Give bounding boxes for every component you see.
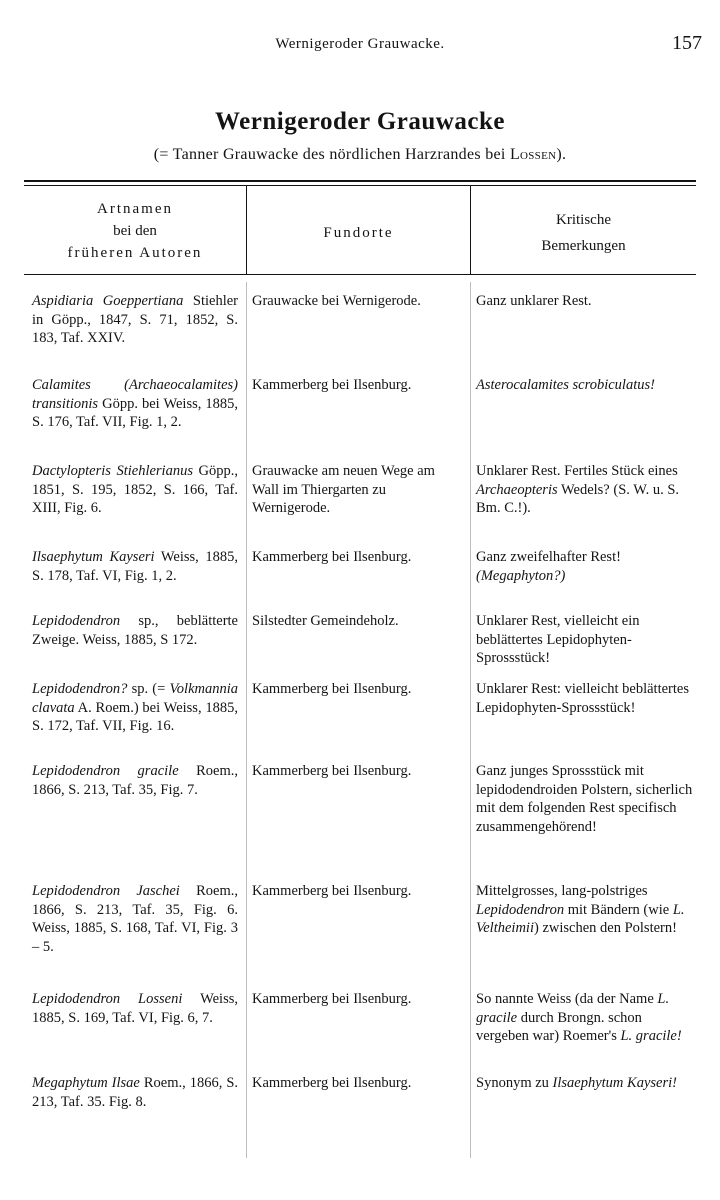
species-reference: sp., beblätterte Zweige. Weiss, 1885, S 172. (32, 613, 238, 648)
cell-remark: Ganz unklarer Rest. (476, 293, 592, 309)
cell-remark: Unklarer Rest: vielleicht beblättertes Lepidophyten-Sprossstück! (476, 681, 689, 716)
cell-species (32, 990, 238, 1027)
species-name: Dactylopteris Stiehlerianus (32, 463, 193, 479)
cell-remark (476, 462, 694, 518)
cell-species (32, 680, 238, 736)
cell-remark (476, 548, 694, 585)
remark-italic: Ilsaephytum Kayseri! (552, 1075, 677, 1091)
species-reference: Weiss, 1885, S. 178, Taf. VI, Fig. 1, 2. (32, 549, 238, 584)
page-title: Wernigeroder Grauwacke (215, 108, 505, 135)
cell-species (32, 292, 238, 348)
subtitle-author: Lossen (509, 146, 557, 163)
cell-species (32, 462, 238, 518)
cell-locality: Kammerberg bei Ilsenburg. (252, 377, 412, 393)
cell-locality: Kammerberg bei Ilsenburg. (252, 883, 412, 899)
species-reference: Roem., 1866, S. 213, Taf. 35, Fig. 7. (32, 763, 238, 798)
cell-locality: Kammerberg bei Ilsenburg. (252, 681, 412, 697)
species-name: Lepidodendron (32, 613, 121, 629)
remark-italic: (Megaphyton?) (476, 567, 566, 584)
subtitle-suffix: ). (556, 146, 567, 163)
species-reference: Roem., 1866, S. 213, Taf. 35, Fig. 6. Weiss, 1885, S. 168, Taf. VI, Fig. 3 – 5. (32, 883, 238, 955)
remark-text: Wedels? (S. W. u. S. Bm. C.!). (476, 481, 680, 517)
remark-text: mit Bändern (wie (564, 901, 673, 918)
cell-locality: Kammerberg bei Ilsenburg. (252, 549, 412, 565)
remark-text: Mittelgrosses, lang-polstriges (476, 883, 648, 899)
species-name: Lepidodendron? (32, 681, 128, 697)
body-column-divider-1 (246, 282, 247, 1158)
cell-remark: Unklarer Rest, vielleicht ein beblättertes Lepidophyten-Sprossstück! (476, 613, 640, 667)
page-number: 157 (672, 32, 702, 54)
species-reference: A. Roem.) bei Weiss, 1885, S. 172, Taf. VII, Fig. 16. (32, 699, 238, 735)
remark-text: Unklarer Rest. Fertiles Stück eines (476, 463, 678, 479)
species-name-synonym: Volkmannia clavata (32, 681, 239, 716)
cell-locality: Grauwacke am neuen Wege am Wall im Thiergarten zu Wernigerode. (252, 463, 435, 517)
remark-italic: Lepidodendron (476, 901, 565, 918)
remark-text: durch Brongn. schon vergeben war) Roemer's (476, 1009, 642, 1045)
remark-text: So nannte Weiss (da der Name (476, 991, 658, 1007)
header-bemerkungen-line-2: Bemerkungen (541, 238, 626, 254)
cell-remark (476, 882, 694, 938)
species-reference: Göpp. bei Weiss, 1885, S. 176, Taf. VII, Fig. 1, 2. (32, 395, 239, 431)
page-subtitle (0, 146, 720, 164)
cell-locality: Grauwacke bei Wernigerode. (252, 293, 421, 309)
cell-locality: Kammerberg bei Ilsenburg. (252, 1075, 412, 1091)
cell-locality: Kammerberg bei Ilsenburg. (252, 763, 412, 779)
species-name: Lepidodendron Losseni (32, 991, 183, 1007)
remark-italic: L. gracile! (620, 1028, 682, 1045)
cell-locality: Kammerberg bei Ilsenburg. (252, 991, 412, 1007)
table-top-rule-thick (24, 180, 696, 182)
species-name: Ilsaephytum Kayseri (32, 549, 155, 565)
cell-remark (476, 376, 694, 395)
body-column-divider-2 (470, 282, 471, 1158)
cell-remark (476, 1074, 694, 1093)
table-header-rule (24, 274, 696, 275)
species-reference: sp. (= (131, 681, 170, 697)
cell-species (32, 376, 238, 432)
species-reference: Göpp., 1851, S. 195, 1852, S. 166, Taf. XIII, Fig. 6. (32, 463, 238, 517)
cell-species (32, 1074, 238, 1111)
species-reference: Roem., 1866, S. 213, Taf. 35. Fig. 8. (32, 1075, 239, 1110)
remark-text: Synonym zu (476, 1075, 553, 1091)
species-name: Aspidiaria Goeppertiana (32, 293, 184, 309)
remark-italic: Archaeopteris (476, 481, 558, 498)
header-bemerkungen-line-1: Kritische (556, 212, 611, 228)
remark-text: Ganz zweifelhafter Rest! (476, 549, 621, 565)
remark-text: ) zwischen den Polstern! (534, 920, 677, 937)
subtitle-prefix: (= Tanner Grauwacke des nördlichen Harzrandes bei (153, 146, 510, 163)
species-name: Lepidodendron Jaschei (32, 883, 180, 899)
header-artnamen-line-3: früheren Autoren (67, 245, 203, 261)
header-bemerkungen (471, 207, 696, 259)
cell-species (32, 548, 238, 585)
remark-italic: L. gracile (476, 991, 670, 1026)
running-head-title: Wernigeroder Grauwacke. (275, 36, 445, 52)
species-reference: Stiehler in Göpp., 1847, S. 71, 1852, S. 183, Taf. XXIV. (32, 293, 238, 347)
remark-italic: Asterocalamites scrobiculatus! (476, 377, 655, 393)
cell-locality: Silstedter Gemeindeholz. (252, 613, 399, 629)
cell-species (32, 612, 238, 649)
cell-species (32, 882, 238, 956)
cell-remark: Ganz junges Sprossstück mit lepidodendroiden Polstern, sicherlich mit dem folgenden Rest specifisch zusammengehörend! (476, 763, 693, 835)
species-name: Megaphytum Ilsae (32, 1075, 140, 1091)
header-artnamen (24, 198, 246, 264)
remark-italic: L. Veltheimii (476, 901, 685, 937)
species-name: Calamites (Archaeocalamites) transitionis (32, 377, 238, 412)
header-artnamen-line-1: Artnamen (97, 201, 173, 217)
header-fundorte: Fundorte (323, 225, 394, 241)
table-top-rule-thin (24, 185, 696, 186)
running-head (0, 32, 720, 60)
header-artnamen-line-2: bei den (113, 223, 157, 239)
species-reference: Weiss, 1885, S. 169, Taf. VI, Fig. 6, 7. (32, 991, 238, 1026)
cell-remark (476, 990, 694, 1046)
species-name: Lepidodendron gracile (32, 763, 179, 779)
cell-species (32, 762, 238, 799)
